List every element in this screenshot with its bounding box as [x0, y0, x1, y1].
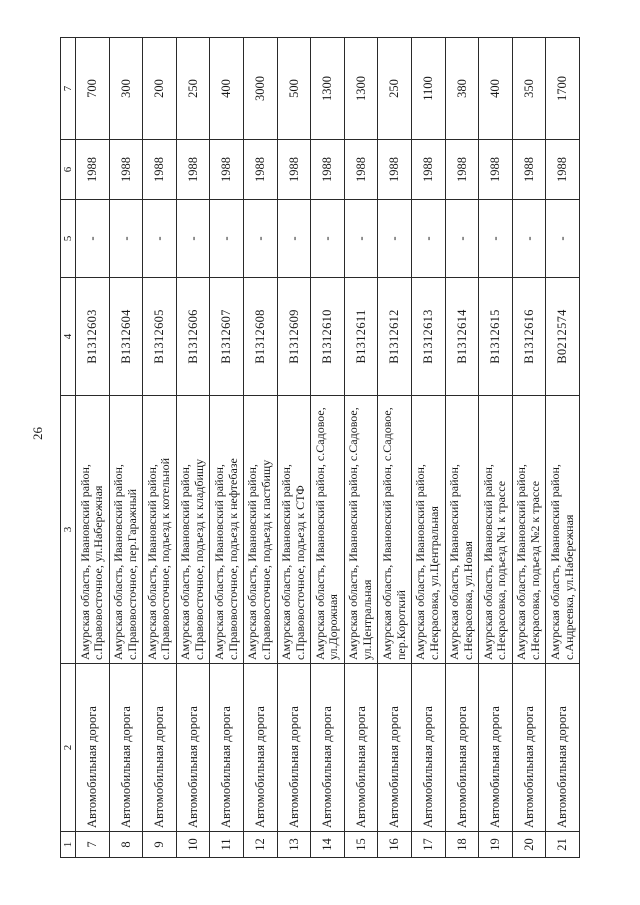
column-5-cell: - — [512, 200, 546, 278]
table-row — [378, 38, 412, 858]
year-cell: 1988 — [76, 140, 110, 200]
cadastral-code-cell: В1312611 — [344, 278, 378, 396]
address-cell: Амурская область, Ивановский район, с.Некрасовка, ул.Новая — [445, 396, 479, 664]
object-name-cell: Автомобильная дорога — [109, 664, 143, 832]
header-row — [61, 38, 76, 858]
object-name-cell: Автомобильная дорога — [344, 664, 378, 832]
year-cell: 1988 — [378, 140, 412, 200]
length-cell: 1100 — [411, 38, 445, 140]
table-row — [311, 38, 345, 858]
length-cell: 1300 — [344, 38, 378, 140]
row-number-cell: 15 — [344, 832, 378, 858]
cadastral-code-cell: В1312604 — [109, 278, 143, 396]
object-name-cell: Автомобильная дорога — [243, 664, 277, 832]
cadastral-code-cell: В1312606 — [176, 278, 210, 396]
cadastral-code-cell: В1312607 — [210, 278, 244, 396]
address-cell: Амурская область, Ивановский район, с.Правовосточное, подъезд к нефтебазе — [210, 396, 244, 664]
year-cell: 1988 — [176, 140, 210, 200]
header-cell: 4 — [61, 278, 76, 396]
table-row — [344, 38, 378, 858]
length-cell: 400 — [479, 38, 513, 140]
table-row — [143, 38, 177, 858]
object-name-cell: Автомобильная дорога — [176, 664, 210, 832]
row-number-cell: 11 — [210, 832, 244, 858]
cadastral-code-cell: В1312614 — [445, 278, 479, 396]
year-cell: 1988 — [243, 140, 277, 200]
year-cell: 1988 — [411, 140, 445, 200]
column-5-cell: - — [344, 200, 378, 278]
row-number-cell: 12 — [243, 832, 277, 858]
row-number-cell: 18 — [445, 832, 479, 858]
column-5-cell: - — [76, 200, 110, 278]
table-row — [546, 38, 580, 858]
table-row — [479, 38, 513, 858]
object-name-cell: Автомобильная дорога — [512, 664, 546, 832]
row-number-cell: 14 — [311, 832, 345, 858]
address-cell: Амурская область, Ивановский район, с.Садовое, пер.Короткий — [378, 396, 412, 664]
address-cell: Амурская область, Ивановский район, с.Правовосточное, ул.Набережная — [76, 396, 110, 664]
year-cell: 1988 — [445, 140, 479, 200]
address-cell: Амурская область, Ивановский район, с.Правовосточное, подъезд к кладбищу — [176, 396, 210, 664]
length-cell: 200 — [143, 38, 177, 140]
column-5-cell: - — [176, 200, 210, 278]
column-5-cell: - — [210, 200, 244, 278]
object-name-cell: Автомобильная дорога — [76, 664, 110, 832]
length-cell: 1300 — [311, 38, 345, 140]
length-cell: 1700 — [546, 38, 580, 140]
length-cell: 250 — [176, 38, 210, 140]
header-cell: 1 — [61, 832, 76, 858]
column-5-cell: - — [445, 200, 479, 278]
address-cell: Амурская область, Ивановский район, с.Правовосточное, подъезд к котельной — [143, 396, 177, 664]
length-cell: 350 — [512, 38, 546, 140]
cadastral-code-cell: В1312608 — [243, 278, 277, 396]
table-row — [277, 38, 311, 858]
address-cell: Амурская область, Ивановский район, с.Садовое, ул.Дорожная — [311, 396, 345, 664]
address-cell: Амурская область, Ивановский район, с.Правовосточное, подъезд к СТФ — [277, 396, 311, 664]
address-cell: Амурская область, Ивановский район, с.Андреевка, ул.Набережная — [546, 396, 580, 664]
table-row — [512, 38, 546, 858]
table-row — [176, 38, 210, 858]
column-5-cell: - — [109, 200, 143, 278]
year-cell: 1988 — [344, 140, 378, 200]
length-cell: 300 — [109, 38, 143, 140]
header-cell: 5 — [61, 200, 76, 278]
header-cell: 3 — [61, 396, 76, 664]
table-row — [243, 38, 277, 858]
address-cell: Амурская область, Ивановский район, с.Правовосточное, подъезд к пастбищу — [243, 396, 277, 664]
row-number-cell: 17 — [411, 832, 445, 858]
object-name-cell: Автомобильная дорога — [411, 664, 445, 832]
column-5-cell: - — [479, 200, 513, 278]
row-number-cell: 13 — [277, 832, 311, 858]
page-number: 26 — [30, 427, 45, 440]
table-row — [210, 38, 244, 858]
row-number-cell: 8 — [109, 832, 143, 858]
column-5-cell: - — [546, 200, 580, 278]
object-name-cell: Автомобильная дорога — [143, 664, 177, 832]
object-name-cell: Автомобильная дорога — [378, 664, 412, 832]
row-number-cell: 7 — [76, 832, 110, 858]
cadastral-code-cell: В1312603 — [76, 278, 110, 396]
header-cell: 7 — [61, 38, 76, 140]
address-cell: Амурская область, Ивановский район, с.Некрасовка, подъезд №1 к трассе — [479, 396, 513, 664]
column-5-cell: - — [411, 200, 445, 278]
roads-table — [60, 37, 580, 858]
object-name-cell: Автомобильная дорога — [277, 664, 311, 832]
row-number-cell: 9 — [143, 832, 177, 858]
row-number-cell: 21 — [546, 832, 580, 858]
cadastral-code-cell: В1312613 — [411, 278, 445, 396]
row-number-cell: 19 — [479, 832, 513, 858]
cadastral-code-cell: В1312612 — [378, 278, 412, 396]
object-name-cell: Автомобильная дорога — [445, 664, 479, 832]
table-row — [109, 38, 143, 858]
year-cell: 1988 — [109, 140, 143, 200]
year-cell: 1988 — [277, 140, 311, 200]
object-name-cell: Автомобильная дорога — [479, 664, 513, 832]
cadastral-code-cell: В1312609 — [277, 278, 311, 396]
length-cell: 3000 — [243, 38, 277, 140]
table-row — [411, 38, 445, 858]
year-cell: 1988 — [546, 140, 580, 200]
cadastral-code-cell: В0212574 — [546, 278, 580, 396]
row-number-cell: 16 — [378, 832, 412, 858]
address-cell: Амурская область, Ивановский район, с.Правовосточное, пер.Гаражный — [109, 396, 143, 664]
address-cell: Амурская область, Ивановский район, с.Садовое, ул.Центральная — [344, 396, 378, 664]
object-name-cell: Автомобильная дорога — [311, 664, 345, 832]
length-cell: 700 — [76, 38, 110, 140]
header-cell: 2 — [61, 664, 76, 832]
cadastral-code-cell: В1312605 — [143, 278, 177, 396]
column-5-cell: - — [378, 200, 412, 278]
column-5-cell: - — [143, 200, 177, 278]
column-5-cell: - — [243, 200, 277, 278]
year-cell: 1988 — [143, 140, 177, 200]
length-cell: 380 — [445, 38, 479, 140]
rotated-table-container — [60, 38, 580, 858]
year-cell: 1988 — [512, 140, 546, 200]
length-cell: 500 — [277, 38, 311, 140]
row-number-cell: 10 — [176, 832, 210, 858]
cadastral-code-cell: В1312610 — [311, 278, 345, 396]
column-5-cell: - — [277, 200, 311, 278]
header-cell: 6 — [61, 140, 76, 200]
cadastral-code-cell: В1312615 — [479, 278, 513, 396]
row-number-cell: 20 — [512, 832, 546, 858]
year-cell: 1988 — [210, 140, 244, 200]
object-name-cell: Автомобильная дорога — [210, 664, 244, 832]
length-cell: 400 — [210, 38, 244, 140]
year-cell: 1988 — [311, 140, 345, 200]
table-row — [445, 38, 479, 858]
object-name-cell: Автомобильная дорога — [546, 664, 580, 832]
length-cell: 250 — [378, 38, 412, 140]
column-5-cell: - — [311, 200, 345, 278]
address-cell: Амурская область, Ивановский район, с.Некрасовка, подъезд №2 к трассе — [512, 396, 546, 664]
cadastral-code-cell: В1312616 — [512, 278, 546, 396]
table-row — [76, 38, 110, 858]
address-cell: Амурская область, Ивановский район, с.Некрасовка, ул.Центральная — [411, 396, 445, 664]
year-cell: 1988 — [479, 140, 513, 200]
